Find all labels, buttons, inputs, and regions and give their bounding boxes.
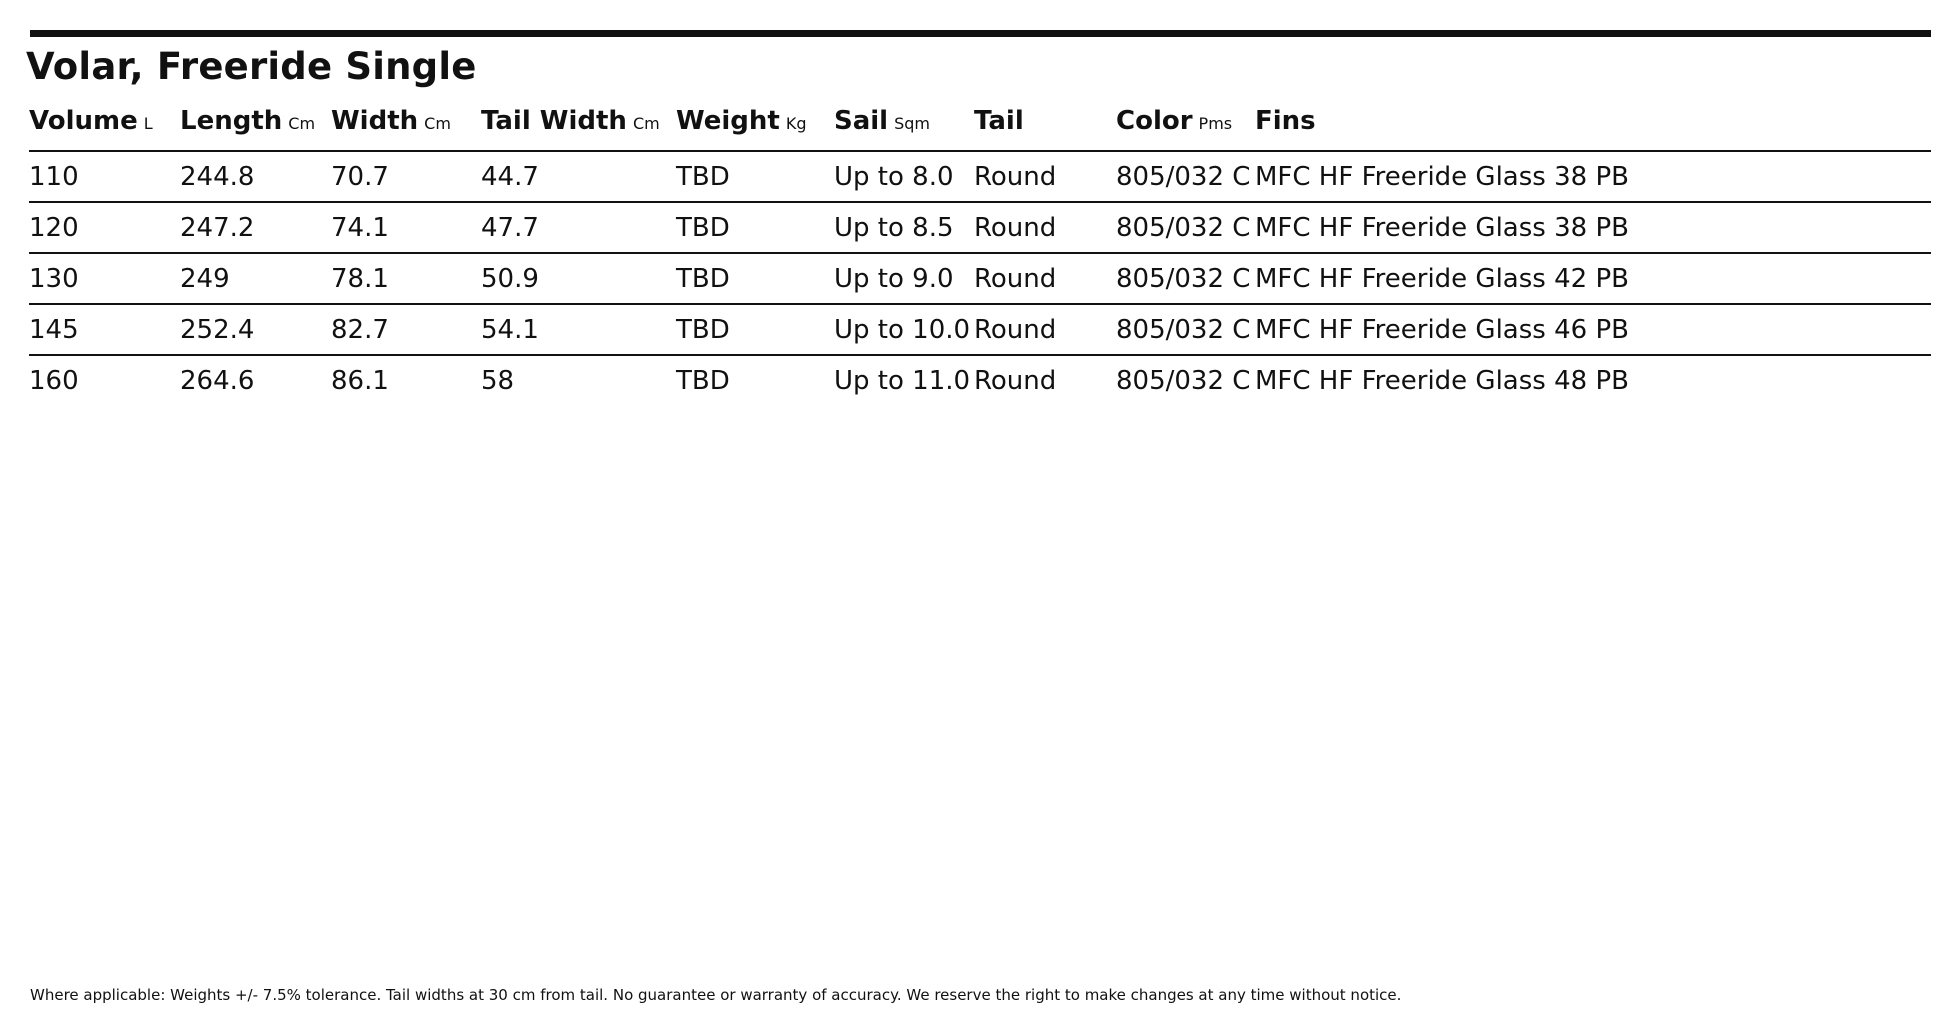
cell-color: 805/032 C	[1116, 264, 1251, 294]
header-fins: Fins	[1255, 106, 1316, 136]
cell-width: 78.1	[331, 264, 389, 294]
header-tail-width: Tail Width Cm	[481, 106, 660, 136]
header-sail-unit: Sqm	[894, 114, 931, 133]
header-weight-unit: Kg	[785, 114, 807, 133]
cell-tail-width: 54.1	[481, 315, 539, 345]
header-length: Length Cm	[180, 106, 316, 136]
cell-fins: MFC HF Freeride Glass 48 PB	[1255, 366, 1629, 396]
cell-fins: MFC HF Freeride Glass 42 PB	[1255, 264, 1629, 294]
header-width-unit: Cm	[424, 114, 451, 133]
cell-fins: MFC HF Freeride Glass 46 PB	[1255, 315, 1629, 345]
cell-volume: 130	[29, 264, 79, 294]
cell-fins: MFC HF Freeride Glass 38 PB	[1255, 162, 1629, 192]
cell-tail: Round	[974, 213, 1057, 243]
cell-weight: TBD	[676, 162, 730, 192]
table-row	[29, 254, 1931, 305]
header-tail-width-unit: Cm	[632, 114, 660, 133]
spec-table	[29, 102, 1931, 405]
table-header	[29, 102, 1931, 152]
cell-width: 74.1	[331, 213, 389, 243]
cell-length: 264.6	[180, 366, 255, 396]
cell-weight: TBD	[676, 315, 730, 345]
cell-color: 805/032 C	[1116, 213, 1251, 243]
cell-weight: TBD	[676, 366, 730, 396]
cell-sail: Up to 9.0	[834, 264, 954, 294]
cell-volume: 120	[29, 213, 79, 243]
table-row	[29, 152, 1931, 203]
cell-weight: TBD	[676, 213, 730, 243]
cell-tail: Round	[974, 366, 1057, 396]
cell-sail: Up to 10.0	[834, 315, 971, 345]
cell-fins: MFC HF Freeride Glass 38 PB	[1255, 213, 1629, 243]
cell-tail-width: 58	[481, 366, 515, 396]
header-color: Color Pms	[1116, 106, 1233, 136]
table-row	[29, 203, 1931, 254]
cell-width: 82.7	[331, 315, 389, 345]
cell-length: 252.4	[180, 315, 255, 345]
cell-width: 86.1	[331, 366, 389, 396]
footnote: Where applicable: Weights +/- 7.5% tolerance. Tail widths at 30 cm from tail. No guarantee or warranty of accuracy. We reserve the right to make changes at any time without notice.	[30, 986, 1402, 1004]
page-title: Volar, Freeride Single	[26, 45, 477, 88]
header-volume-unit: L	[143, 114, 153, 133]
header-volume: Volume L	[29, 106, 153, 136]
cell-tail: Round	[974, 162, 1057, 192]
cell-volume: 145	[29, 315, 79, 345]
header-tail: Tail	[974, 106, 1024, 136]
cell-length: 247.2	[180, 213, 255, 243]
cell-length: 249	[180, 264, 230, 294]
cell-sail: Up to 8.0	[834, 162, 954, 192]
cell-width: 70.7	[331, 162, 389, 192]
cell-tail-width: 47.7	[481, 213, 539, 243]
cell-color: 805/032 C	[1116, 315, 1251, 345]
cell-tail: Round	[974, 264, 1057, 294]
cell-tail-width: 50.9	[481, 264, 539, 294]
top-rule	[30, 30, 1931, 37]
cell-sail: Up to 11.0	[834, 366, 971, 396]
table-row	[29, 305, 1931, 356]
table-row	[29, 356, 1931, 405]
cell-sail: Up to 8.5	[834, 213, 954, 243]
header-length-unit: Cm	[288, 114, 316, 133]
cell-tail: Round	[974, 315, 1057, 345]
header-sail: Sail Sqm	[834, 106, 931, 136]
header-width: Width Cm	[331, 106, 451, 136]
header-weight: Weight Kg	[676, 106, 807, 136]
cell-length: 244.8	[180, 162, 255, 192]
cell-tail-width: 44.7	[481, 162, 539, 192]
cell-volume: 110	[29, 162, 79, 192]
header-color-unit: Pms	[1198, 114, 1233, 133]
cell-volume: 160	[29, 366, 79, 396]
cell-color: 805/032 C	[1116, 162, 1251, 192]
cell-weight: TBD	[676, 264, 730, 294]
cell-color: 805/032 C	[1116, 366, 1251, 396]
